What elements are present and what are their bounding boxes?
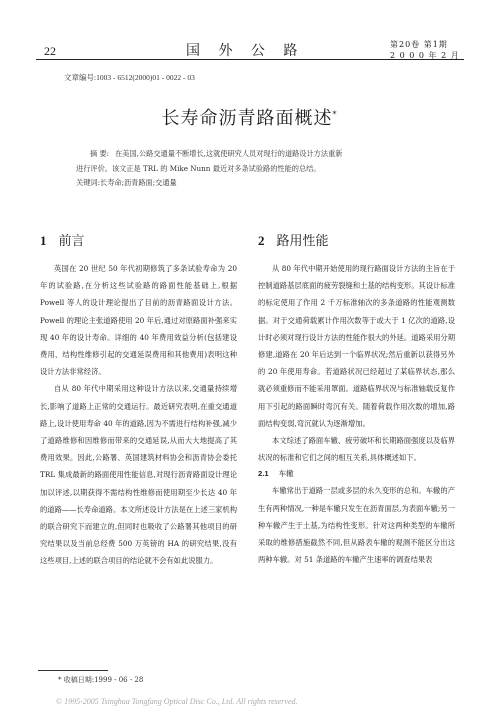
issue-date: 2 0 0 0 年 2 月: [390, 51, 460, 60]
copyright: [56, 697, 298, 706]
issue-info: [390, 39, 460, 61]
copyright-icon: ©: [56, 697, 63, 706]
subsection-title: 车辙: [278, 469, 294, 479]
footnote-rule: [38, 670, 108, 671]
abstract: [76, 146, 436, 176]
abstract-line-2: 进行评价。该文正是 TRL 的 Mike Nunn 最近对多条试验路的性能的总结。: [76, 164, 321, 173]
page-number: 22: [44, 44, 56, 58]
keywords: [76, 178, 177, 188]
abstract-line-1: 在美国,公路交通量不断增长,这就使研究人员对现行的道路设计方法重新: [115, 149, 343, 158]
keywords-label: 关键词:: [76, 178, 100, 187]
title-footnote-mark: *: [332, 110, 338, 119]
header-rule: [36, 59, 464, 60]
subsection-heading-rutting: [258, 466, 455, 482]
issue-volume: 第20卷 第1期: [390, 40, 448, 49]
subsection-number: 2.1: [258, 469, 269, 479]
keywords-text: 长寿命;沥青路面;交通量: [100, 178, 177, 187]
paragraph: 车辙常出于道路一层或多层的永久变形的总和。车辙的产生有两种情况,一种是车辙只发生在沥青面层,为表面车辙;另一种车辙产生于土基,为结构性变形。针对这两种类型的车辙所采取的维修措施截然不同,但从路表车辙的观测不能区分出这两种车辙。对 51 条道路的车辙产生速率的调查结果表: [258, 486, 455, 565]
paragraph: 自从 80 年代中期采用这种设计方法以来,交通量持续增长,影响了道路上正常的交通运行。最近研究表明,在重交通道路上,设计使用寿命 40 年的道路,因为不需进行结构补强,减少了道路维修和因维修而带来的交通延误,从而大大地提高了其费用效果。因此,公路署、英国建筑材料协会和沥青协会委托 TRL 集成最新的路面使用性能信息,对现行沥青路面设计理论加以评述,以期获得不需结构性维修而使用期至少长达 40 年的道路——长寿命道路。本文所述设计方法是在上述三家机构的联合研究下而建立的,但同时也吸收了公路署其他项目的研究结果以及当前总经费 500 万英镑的 HA 的研究结果,没有这些项目,上述的联合项目的结论就不会有如此说服力。: [40, 384, 238, 566]
paragraph: 英国在 20 世纪 50 年代初期修筑了多条试验寿命为 20 年的试验路,在分析这些试验路的路面性能基础上,根据 Powell 等人的设计理论提出了目前的沥青路面设计方法。Powell 的理论主张道路使用 20 年后,通过对原路面补强来实现 40 年的设计寿命。详细的 40 年费用效益分析(包括建设费用、结构性维修引起的交通延误费用和其他费用)表明这种设计方法非常经济。: [40, 264, 237, 377]
copyright-text: 1995-2005 Tsinghua Tongfang Optical Disc Co., Ltd. All rights reserved.: [64, 697, 298, 706]
paragraph: 从 80 年代中期开始使用的现行路面设计方法的主旨在于控制道路基层底面的疲劳裂缝和土基的结构变形。其设计标准的标定使用了作用 2 千万标准轴次的多条道路的性能观测数据。对于交通荷载累计作用次数等于或大于 1 亿次的道路,设计时必须对现行设计方法的性能作很大的外延。道路采用分期修建,道路在 20 年后达到一个临界状况;然后重新以获得另外的 20 年使用寿命。若道路状况已经超过了某临界状态,那么就必须重修而不能采用罩面。道路临界状况与标准轴载反复作用下引起的路面瞬时弯沉有关。随着荷载作用次数的增加,路面结构变弱,弯沉就认为逐渐增加。: [258, 264, 456, 428]
section-title: 前言: [58, 234, 85, 249]
section-heading-intro: [40, 230, 85, 249]
right-column: [258, 260, 455, 568]
paragraph: 本文综述了路面车辙、疲劳破坏和长期路面强度以及临界状况的标准和它们之间的相互关系,具体概述如下。: [258, 436, 455, 463]
paper-title-text: 长寿命沥青路面概述: [161, 108, 333, 129]
left-column: [40, 260, 237, 570]
paper-title: [0, 104, 499, 130]
section-number: 1: [40, 233, 47, 248]
section-number: 2: [258, 233, 265, 248]
journal-name: 国 外 公 路: [186, 43, 305, 59]
section-heading-performance: [258, 230, 329, 249]
article-number: 文章编号:1003 - 6512(2000)01 - 0022 - 03: [64, 73, 195, 82]
section-title: 路用性能: [276, 234, 329, 249]
abstract-label: 摘 要:: [90, 149, 110, 158]
footnote: * 收稿日期:1999 - 06 - 28: [58, 676, 144, 684]
